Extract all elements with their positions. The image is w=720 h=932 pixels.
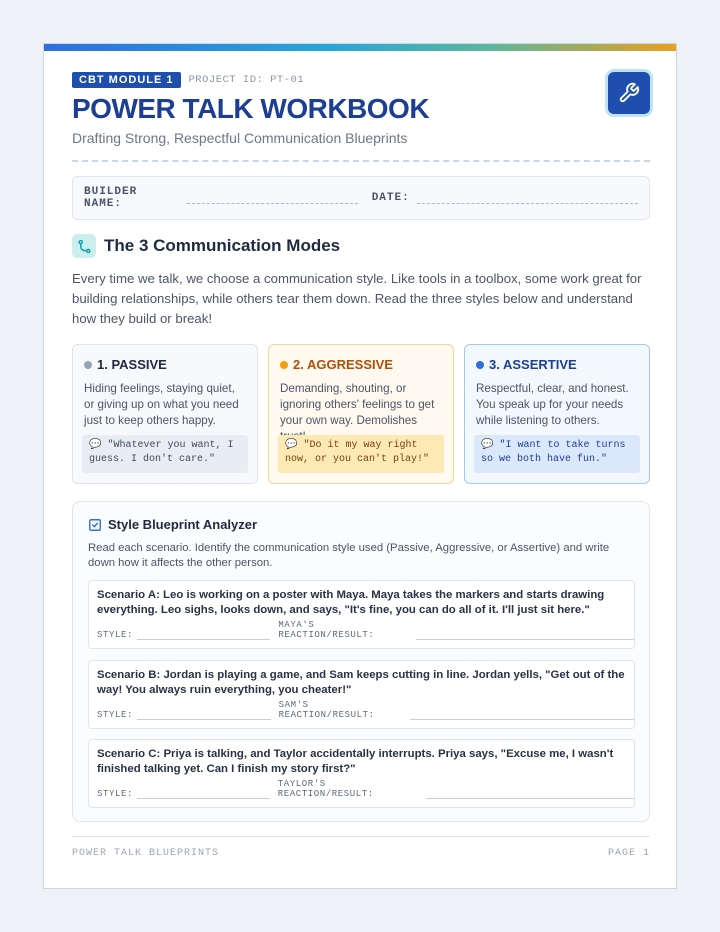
header-divider <box>72 160 650 162</box>
branch-icon <box>77 239 92 254</box>
builder-info-box <box>72 176 650 220</box>
analyzer-title: Style Blueprint Analyzer <box>108 517 258 532</box>
section-heading <box>72 234 340 258</box>
mode-quote: 💬 "Do it my way right now, or you can't play!" <box>278 435 444 473</box>
worksheet-page <box>43 43 677 889</box>
style-label: STYLE: <box>97 710 134 720</box>
analyzer-heading <box>88 517 257 532</box>
page-footer <box>72 836 650 859</box>
reaction-label: SAM'S REACTION/RESULT: <box>278 700 375 720</box>
tool-badge[interactable] <box>608 72 650 114</box>
scenario-text: Scenario C: Priya is talking, and Taylor accidentally interrupts. Priya says, "Excuse me, I wasn't finished talking yet. Can I finish my story first?" <box>97 748 614 775</box>
scenario-card-a <box>88 580 635 649</box>
page-number: PAGE 1 <box>607 848 650 859</box>
style-label: STYLE: <box>97 789 134 799</box>
mode-description: Demanding, shouting, or ignoring others' feelings to get your own way. Demolishes <box>280 382 435 427</box>
scenario-card-c <box>88 739 635 808</box>
page-subtitle: Drafting Strong, Respectful Communication Blueprints <box>72 130 408 146</box>
section-title: The 3 Communication Modes <box>104 236 341 255</box>
mode-heading <box>476 357 638 372</box>
footer-title: POWER TALK BLUEPRINTS <box>72 848 220 859</box>
analyzer-instructions: Read each scenario. Identify the communication style used (Passive, Aggressive, or Assertive) and write down how it affects the other person. <box>88 542 610 569</box>
builder-name-field[interactable] <box>187 192 358 204</box>
style-answer-field[interactable] <box>137 710 271 720</box>
gradient-top-bar <box>44 44 676 51</box>
scenario-fields <box>97 779 634 799</box>
reaction-answer-field[interactable] <box>410 710 634 720</box>
aggressive-dot-icon <box>280 361 288 369</box>
mode-heading <box>280 357 442 372</box>
scenario-text: Scenario A: Leo is working on a poster with Maya. Maya takes the markers and starts drawing everything. Leo sighs, looks down, and says, "It's fine, you can do all of it. I'll just sit here." <box>97 589 605 616</box>
assertive-dot-icon <box>476 361 484 369</box>
date-field[interactable] <box>417 192 638 204</box>
mode-quote: 💬 "Whatever you want, I guess. I don't care." <box>82 435 248 473</box>
mode-quote: 💬 "I want to take turns so we both have fun." <box>474 435 640 473</box>
checkbox-icon <box>88 518 102 532</box>
reaction-label: TAYLOR'S REACTION/RESULT: <box>277 779 374 799</box>
reaction-label: MAYA'S REACTION/RESULT: <box>278 620 375 640</box>
branch-icon-badge <box>72 234 96 258</box>
mode-description: Hiding feelings, staying quiet, or giving up on what you need just to keep others happy. <box>84 382 239 427</box>
mode-card-passive <box>72 344 258 484</box>
mode-title: 2. AGGRESSIVE <box>293 357 393 372</box>
scenario-fields <box>97 700 634 720</box>
date-label: DATE: <box>371 192 410 204</box>
style-label: STYLE: <box>97 630 134 640</box>
reaction-answer-field[interactable] <box>416 630 634 640</box>
builder-name-label: BUILDER NAME: <box>84 186 138 210</box>
scenario-fields <box>97 620 634 640</box>
wrench-icon <box>618 82 640 104</box>
scenario-text: Scenario B: Jordan is playing a game, and Sam keeps cutting in line. Jordan yells, "Get out of the way! You always ruin everything, you cheater!" <box>97 669 625 696</box>
style-answer-field[interactable] <box>137 630 270 640</box>
mode-card-aggressive <box>268 344 454 484</box>
mode-description: Respectful, clear, and honest. You speak up for your needs while listening to others. <box>476 382 629 427</box>
tag-row <box>72 72 650 88</box>
mode-card-assertive <box>464 344 650 484</box>
mode-title: 3. ASSERTIVE <box>489 357 577 372</box>
scenario-card-b <box>88 660 635 729</box>
style-answer-field[interactable] <box>137 789 270 799</box>
project-id: PROJECT ID: PT-01 <box>188 74 305 86</box>
reaction-answer-field[interactable] <box>426 789 634 799</box>
section-intro: Every time we talk, we choose a communication style. Like tools in a toolbox, some work great for building relationships, while others tear them down. Read the three styles below and understand how they build or break! <box>72 271 642 326</box>
mode-title: 1. PASSIVE <box>97 357 167 372</box>
style-analyzer-panel <box>72 501 650 822</box>
page-title: POWER TALK WORKBOOK <box>72 93 430 124</box>
mode-heading <box>84 357 246 372</box>
header <box>72 72 650 146</box>
module-tag: CBT MODULE 1 <box>72 72 181 88</box>
passive-dot-icon <box>84 361 92 369</box>
